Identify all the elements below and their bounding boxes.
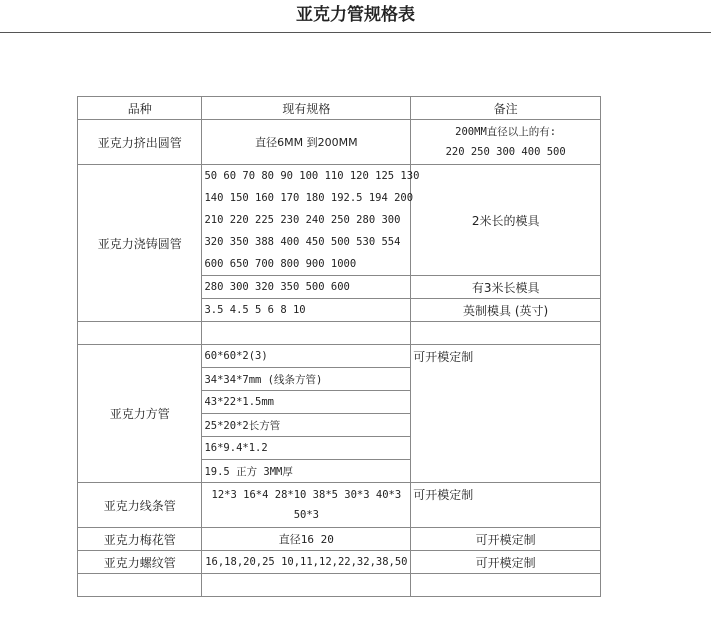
empty-row [78,574,601,597]
spec-cell [202,165,420,276]
variety-cell: 亚克力梅花管 [78,528,202,551]
spec-cell: 280 300 320 350 500 600 [202,276,411,299]
empty-cell [411,322,601,345]
spec-cell: 60*60*2(3) [202,345,411,368]
empty-cell [202,322,411,345]
table-row [78,528,601,551]
page-title: 亚克力管规格表 [0,0,711,33]
table-header-row [78,97,601,120]
note-line: 200MM直径以上的有: [455,126,557,138]
spec-cell [202,120,411,165]
note-cell: 2米长的模具 [411,165,601,276]
spec-line: 50*3 [293,509,320,521]
note-cell [411,120,601,165]
spec-cell: 3.5 4.5 5 6 8 10 [202,299,411,322]
empty-cell [78,574,202,597]
spec-line: 600 650 700 800 900 1000 [204,258,357,270]
spec-line: 320 350 388 400 450 500 530 554 [204,236,401,248]
note-line: 220 250 300 400 500 [445,146,566,158]
spec-line: 12*3 16*4 28*10 38*5 30*3 40*3 [211,489,402,501]
empty-row [78,322,601,345]
table-row [78,345,601,368]
note-cell: 可开模定制 [411,345,601,483]
empty-cell [202,574,411,597]
spec-cell: 19.5 正方 3MM厚 [202,460,411,483]
table-row [78,120,601,165]
note-cell: 可开模定制 [411,483,601,528]
table-row [78,165,601,276]
empty-cell [78,322,202,345]
table-row [78,483,601,528]
spec-cell: 25*20*2长方管 [202,414,411,437]
note-cell: 可开模定制 [411,528,601,551]
empty-cell [411,574,601,597]
table-row [78,551,601,574]
spec-cell: 直径16 20 [202,528,411,551]
spec-line: 50 60 70 80 90 100 110 120 125 130 [204,170,420,182]
spec-table [77,96,601,597]
spec-text: 直径6MM 到200MM [255,136,358,149]
header-variety: 品种 [78,97,202,120]
spec-cell: 16*9.4*1.2 [202,437,411,460]
variety-cell: 亚克力螺纹管 [78,551,202,574]
spec-cell: 34*34*7mm (线条方管) [202,368,411,391]
spec-cell: 43*22*1.5mm [202,391,411,414]
variety-cell: 亚克力方管 [78,345,202,483]
variety-cell: 亚克力线条管 [78,483,202,528]
spec-line: 210 220 225 230 240 250 280 300 [204,214,401,226]
header-notes: 备注 [411,97,601,120]
variety-cell: 亚克力浇铸圆管 [78,165,202,322]
variety-cell: 亚克力挤出圆管 [78,120,202,165]
header-specs: 现有规格 [202,97,411,120]
spec-line: 140 150 160 170 180 192.5 194 200 [204,192,414,204]
note-cell: 可开模定制 [411,551,601,574]
spec-cell: 16,18,20,25 10,11,12,22,32,38,50 [202,551,411,574]
spec-cell [202,483,411,528]
note-cell: 有3米长模具 [411,276,601,299]
note-cell: 英制模具 (英寸) [411,299,601,322]
